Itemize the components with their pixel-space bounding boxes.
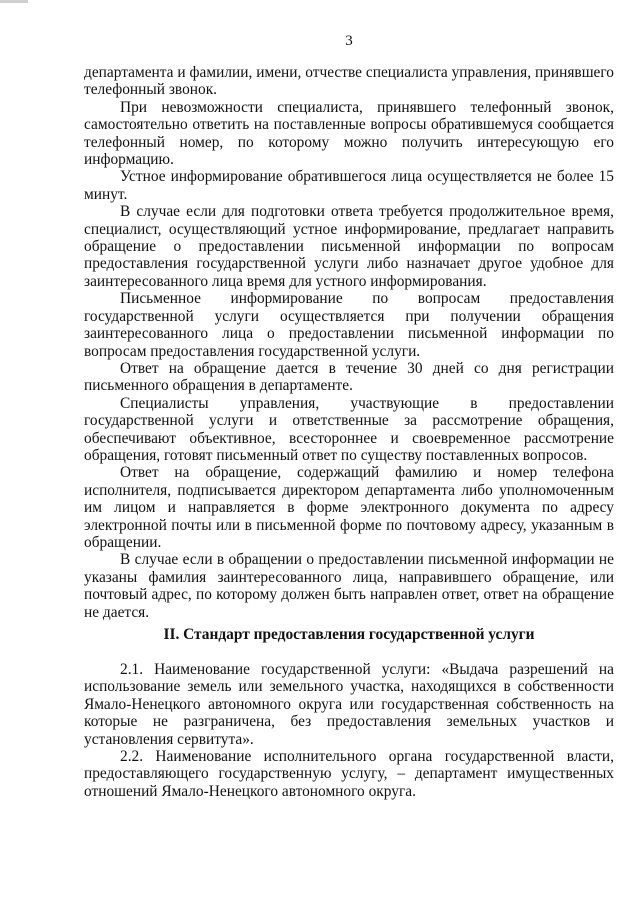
paragraph-no-answer: В случае если в обращении о предоставлении письменной информации не указаны фамилия заинтересованного лица, направившего обращение, или почтовый адрес, по которому должен быть направлен ответ, ответ на обращение не дается. bbox=[84, 551, 614, 621]
section-title: II. Стандарт предоставления государственной услуги bbox=[163, 626, 535, 643]
paragraph-written-informing: Письменное информирование по вопросам предоставления государственной услуги осуществляется при получении обращения заинтересованного лица о предоставлении письменной информации по вопросам предоставления государственной услуги. bbox=[84, 290, 614, 360]
page-number: 3 bbox=[345, 33, 353, 49]
paragraph-long-preparation: В случае если для подготовки ответа требуется продолжительное время, специалист, осуществляющий устное информирование, предлагает направить обращение о предоставлении письменной информации по вопросам предоставления государственной услуги либо назначает другое удобное для заинтересованного лица время для устного информирования. bbox=[84, 203, 614, 290]
scan-edge-mark bbox=[0, 0, 28, 3]
document-body bbox=[84, 64, 614, 621]
paragraph-phone-inability: При невозможности специалиста, принявшего телефонный звонок, самостоятельно ответить на поставленные вопросы обратившемуся сообщается телефонный номер, по которому можно получить интересующую его информацию. bbox=[84, 98, 614, 169]
section-item-2-1: 2.1. Наименование государственной услуги: «Выдача разрешений на использование земель или земельного участка, находящихся в собственности Ямало-Ненецкого автономного округа или государственная собственность на которые не разграничена, без предоставления земельных участков и установления сервитута». bbox=[84, 661, 614, 748]
section-body bbox=[84, 661, 614, 800]
paragraph-continuation: департамента и фамилии, имени, отчестве специалиста управления, принявшего телефонный звонок. bbox=[84, 64, 614, 99]
paragraph-response-signing: Ответ на обращение, содержащий фамилию и номер телефона исполнителя, подписывается директором департамента либо уполномоченным им лицом и направляется в форме электронного документа по адресу электронной почты или в письменной форме по почтовому адресу, указанным в обращении. bbox=[84, 464, 614, 551]
section-item-2-2: 2.2. Наименование исполнительного органа государственной власти, предоставляющего государственную услугу, – департамент имущественных отношений Ямало-Ненецкого автономного округа. bbox=[84, 748, 614, 800]
paragraph-specialists: Специалисты управления, участвующие в предоставлении государственной услуги и ответственные за рассмотрение обращения, обеспечивают объективное, всестороннее и своевременное рассмотрение обращения, готовят письменный ответ по существу поставленных вопросов. bbox=[84, 394, 614, 464]
paragraph-response-deadline: Ответ на обращение дается в течение 30 дней со дня регистрации письменного обращения в департаменте. bbox=[84, 359, 614, 395]
paragraph-oral-duration: Устное информирование обратившегося лица осуществляется не более 15 минут. bbox=[84, 168, 614, 203]
